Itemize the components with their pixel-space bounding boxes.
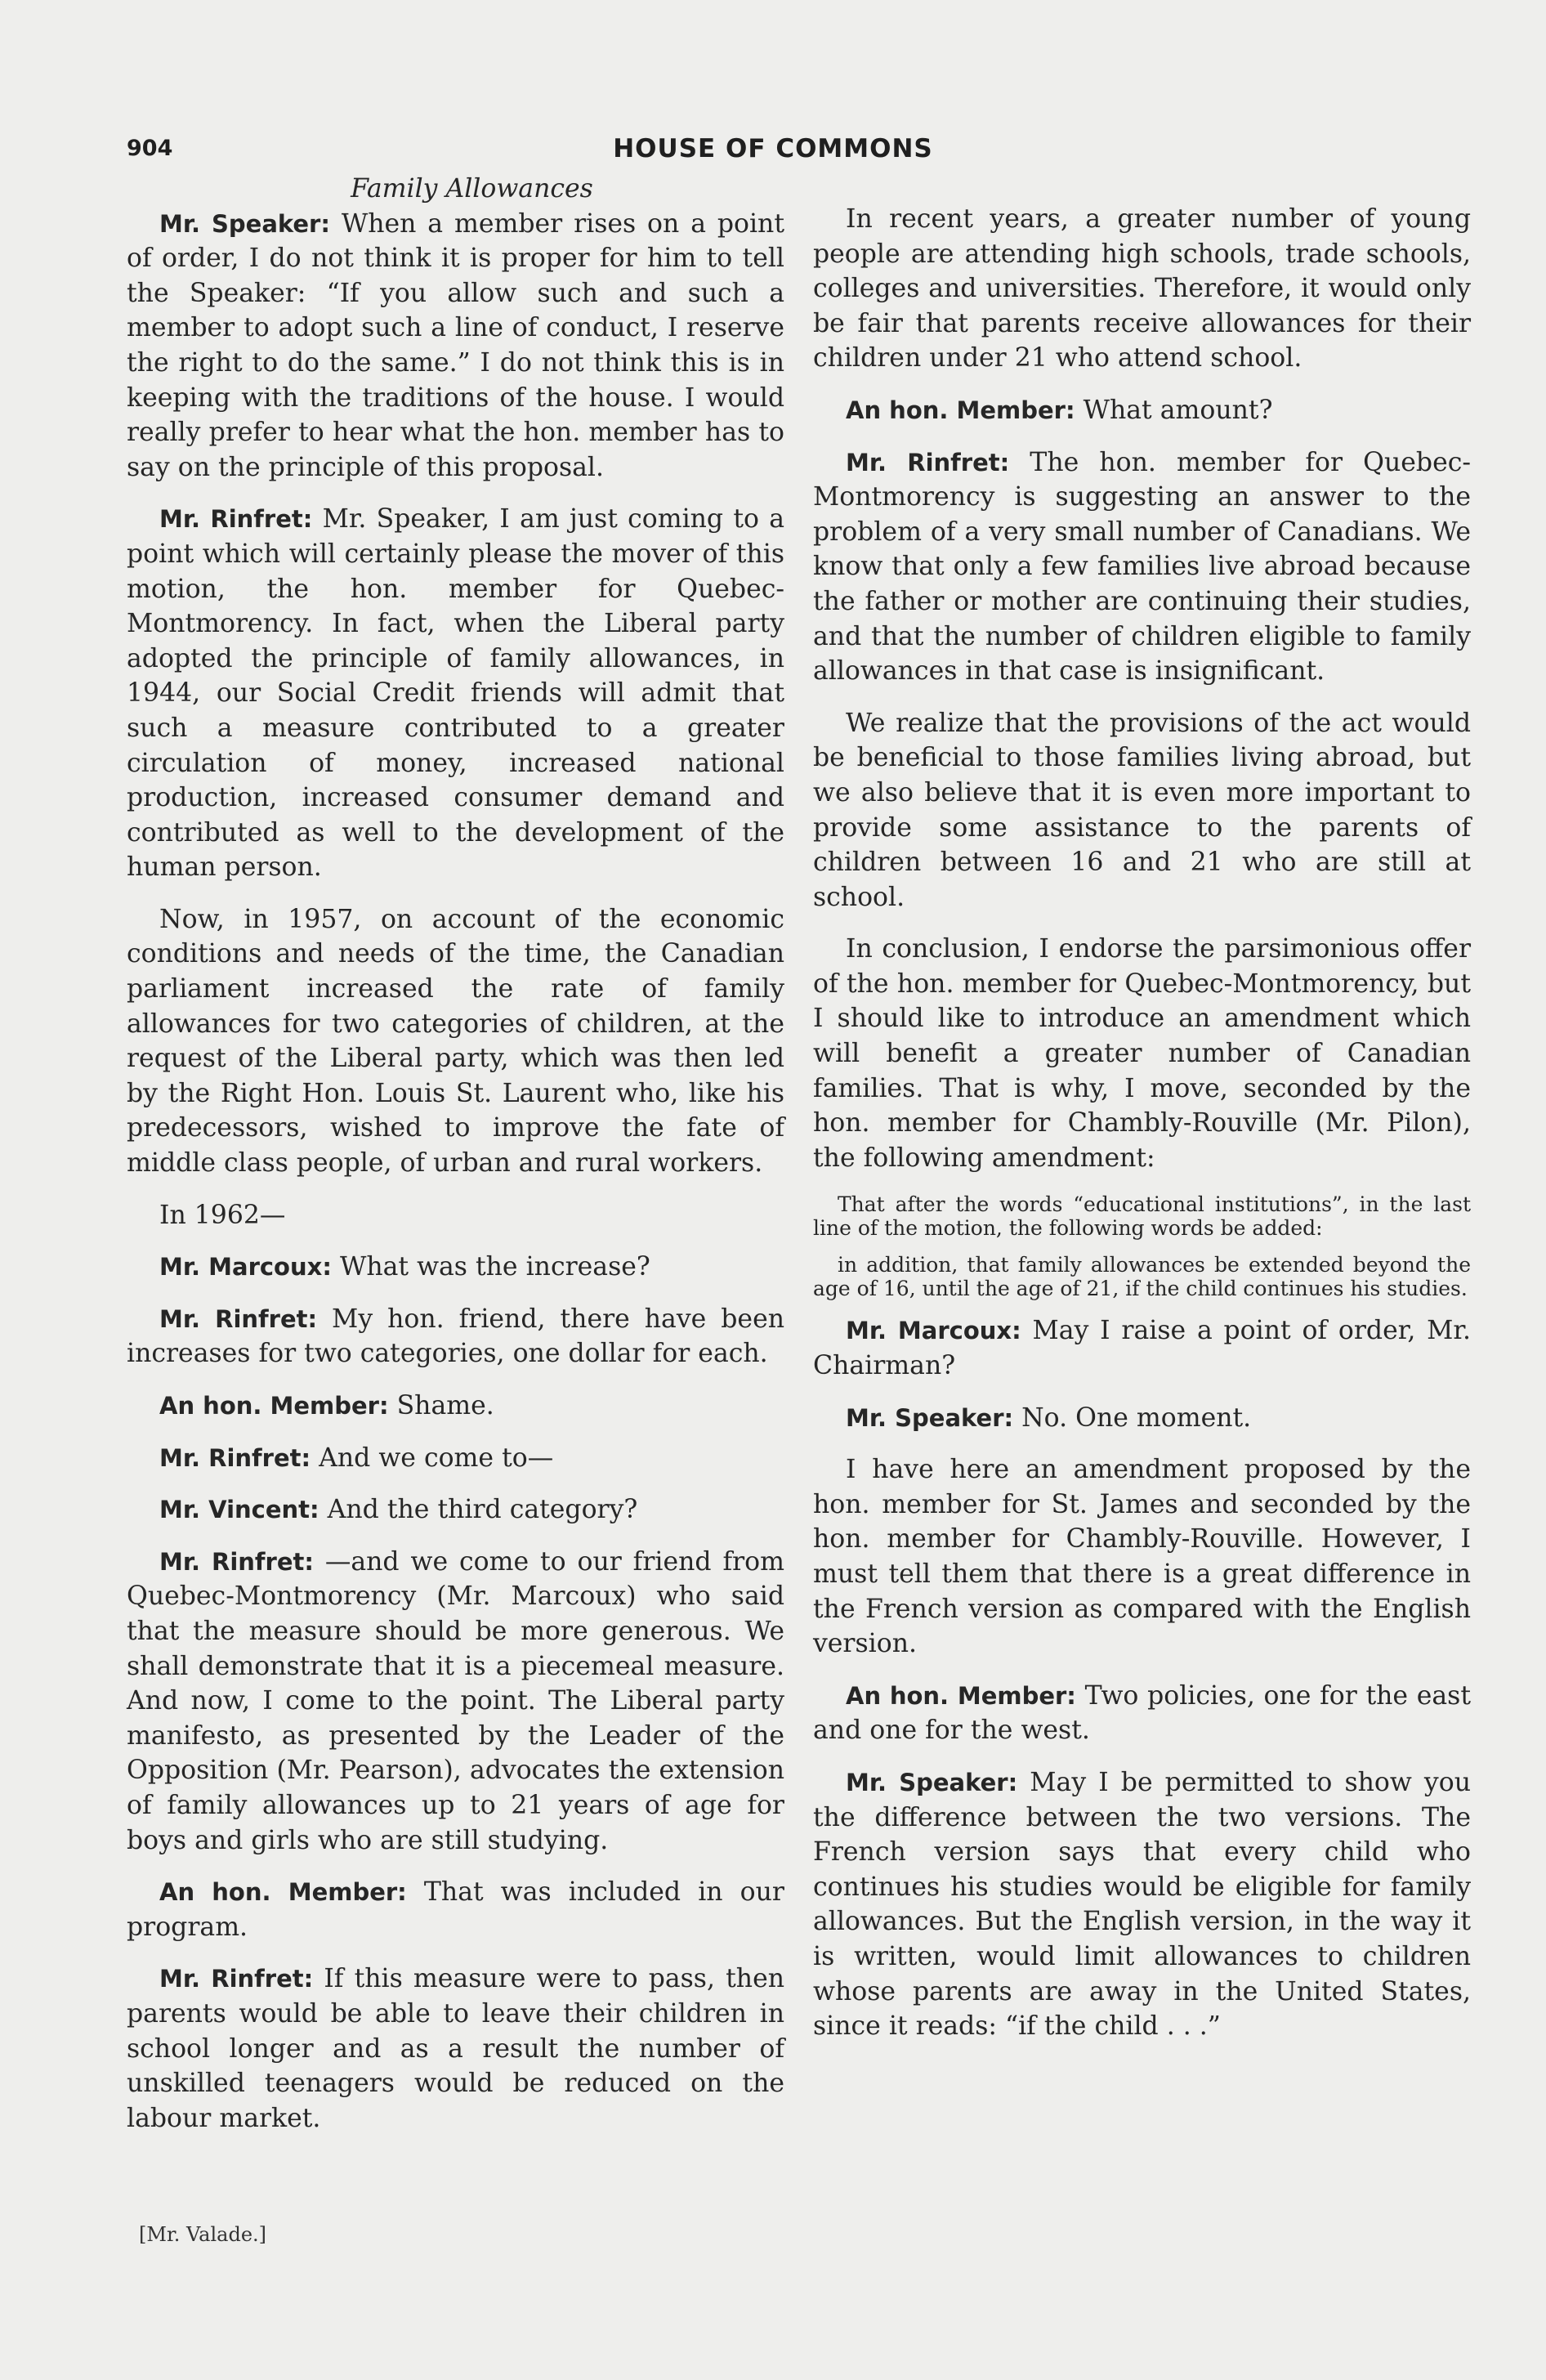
paragraph-text: No. One moment. [1013,1402,1252,1433]
left-paragraphs [127,207,784,2136]
left-column [127,172,784,2153]
page-number: 904 [127,136,173,161]
paragraph-text: —and we come to our friend from Quebec-Montmorency (Mr. Marcoux) who said that the measure should be more generous. We shall demonstrate that it is a piecemeal measure. And now, I come to the point. The Liberal party manifesto, as presented by the Leader of the Opposition (Mr. Pearson), advocates the extension of family allowances up to 21 years of age for boys and girls who are still studying. [127,1546,784,1855]
paragraph-text: In recent years, a greater number of young people are attending high schools, trade schools, colleges and universities. Therefore, it would only be fair that parents receive allowances for their children under 21 who attend school. [813,204,1471,374]
section-title: Family Allowances [351,174,593,204]
speaker-name: Mr. Speaker: [159,209,330,238]
speaker-name: Mr. Vincent: [159,1496,319,1524]
paragraph-text: Two policies, one for the east and one for the west. [813,1680,1471,1746]
paragraph [127,1875,784,1944]
paragraph [127,1302,784,1371]
paragraph-text: What amount? [1075,395,1273,425]
paragraph-text: Mr. Speaker, I am just coming to a point which will certainly please the mover of this motion, the hon. member for Quebec-Montmorency. In fact, when the Liberal party adopted the principle of family allowances, in 1944, our Social Credit friends will admit that such a measure contributed to a greater circulation of money, increased national production, increased consumer demand and contributed as well to the development of the human person. [127,504,784,883]
paragraph [813,1313,1471,1383]
speaker-name: Mr. Speaker: [846,1403,1014,1432]
paragraph-text: May I raise a point of order, Mr. Chairman? [813,1316,1472,1381]
paragraph [127,902,784,1181]
paragraph-text: We realize that the provisions of the act would be beneficial to those families living abroad, but we also believe that it is even more important to provide some assistance to the parents of children between 16 and 21 who are still at school. [813,708,1471,912]
speaker-name: Mr. Marcoux: [846,1317,1021,1345]
paragraph-text: Shame. [388,1391,494,1420]
speaker-name: Mr. Marcoux: [159,1253,332,1282]
paragraph [813,1765,1471,2044]
right-paragraphs-continued [813,1313,1471,2043]
speaker-name: Mr. Rinfret: [159,1965,314,1993]
paragraph [813,932,1471,1175]
paragraph [127,1962,784,2136]
paragraph-text: The hon. member for Quebec-Montmorency is suggesting an answer to the problem of a very small number of Canadians. We know that only a few families live abroad because the father or mother are continuing their studies, and that the number of children eligible to family allowances in that case is insignificant. [813,447,1471,687]
paragraph [813,445,1471,689]
paragraph-text: My hon. friend, there have been increases for two categories, one dollar for each. [127,1304,784,1369]
paragraph-text: When a member rises on a point of order, I do not think it is proper for him to tell the Speaker: “If you allow such and such a member to adopt such a line of conduct, I reserve the right to do the same.” I do not think this is in keeping with the traditions of the house. I would really prefer to hear what the hon. member has to say on the principle of this proposal. [127,208,784,482]
paragraph-text: What was the increase? [331,1252,650,1282]
paragraph [127,1198,784,1233]
paragraph [813,706,1471,915]
paragraph [127,1389,784,1424]
speaker-name: An hon. Member: [159,1392,389,1420]
paragraph [813,1452,1471,1662]
footer-note: [Mr. Valade.] [139,2223,267,2246]
speaker-name: Mr. Rinfret: [159,1443,311,1472]
paragraph-text: I have here an amendment proposed by the hon. member for St. James and seconded by the hon. member for Chambly-Rouville. However, I must tell them that there is a great difference in the French version as compared with the English version. [813,1455,1471,1659]
paragraph [127,1250,784,1285]
paragraph-text: Now, in 1957, on account of the economic conditions and needs of the time, the Canadian parliament increased the rate of family allowances for two categories of children, at the request of the Liberal party, which was then led by the Right Hon. Louis St. Laurent who, like his predecessors, wished to improve the fate of middle class people, of urban and rural workers. [127,904,784,1179]
speaker-name: An hon. Member: [846,396,1075,424]
speaker-name: Mr. Rinfret: [159,1547,314,1576]
paragraph [813,1401,1471,1436]
paragraph-text: That was included in our program. [127,1877,784,1942]
paragraph [127,502,784,885]
paragraph [127,207,784,485]
speaker-name: An hon. Member: [846,1681,1076,1710]
paragraph-text: And the third category? [319,1495,638,1525]
paragraph-text: In conclusion, I endorse the parsimonious offer of the hon. member for Quebec-Montmorency, but I should like to introduce an amendment which will benefit a greater number of Canadian families. That is why, I move, seconded by the hon. member for Chambly-Rouville (Mr. Pilon), the following amendment: [813,934,1471,1173]
paragraph [127,1545,784,1858]
right-column [813,202,1471,2061]
running-head: HOUSE OF COMMONS [613,134,933,163]
paragraph [127,1441,784,1476]
speaker-name: Mr. Speaker: [846,1768,1018,1796]
paragraph [813,1679,1471,1748]
speaker-name: An hon. Member: [159,1878,407,1907]
paragraph-text: In 1962— [159,1200,286,1230]
speaker-name: Mr. Rinfret: [159,1304,318,1333]
paragraph [813,393,1471,428]
right-paragraphs [813,202,1471,1175]
amendment-quote-line1: That after the words “educational institutions”, in the last line of the motion, the following words be added: [813,1192,1471,1241]
paragraph-text: If this measure were to pass, then parents would be able to leave their children in school longer and as a result the number of unskilled teenagers would be reduced on the labour market. [127,1964,784,2133]
speaker-name: Mr. Rinfret: [159,505,313,534]
amendment-quote-line2: in addition, that family allowances be extended beyond the age of 16, until the age of 21, if the child continues his studies. [813,1253,1471,1301]
paragraph-text: And we come to— [311,1443,554,1473]
paragraph [813,202,1471,376]
speaker-name: Mr. Rinfret: [846,448,1010,476]
paragraph [127,1492,784,1528]
paragraph-text: May I be permitted to show you the difference between the two versions. The French version says that every child who continues his studies would be eligible for family allowances. But the English version, in the way it is written, would limit allowances to children whose parents are away in the United States, since it reads: “if the child . . .” [813,1767,1471,2042]
